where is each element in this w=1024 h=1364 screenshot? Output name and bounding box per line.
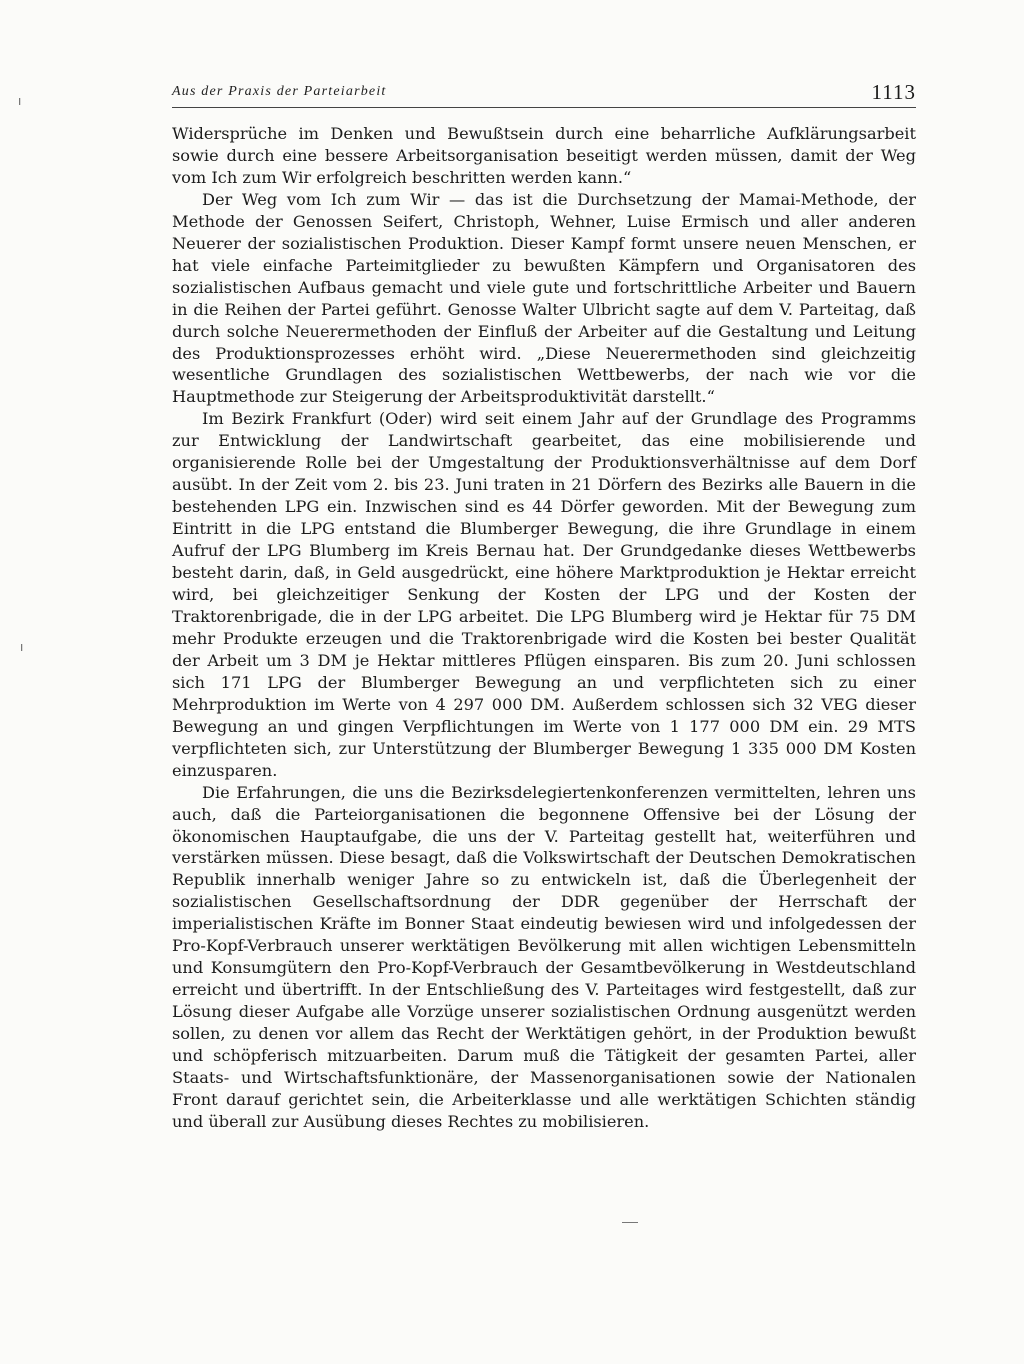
margin-mark: ı [20, 640, 24, 654]
running-header-title: Aus der Praxis der Parteiarbeit [172, 84, 387, 99]
page-number: 1113 [871, 80, 916, 104]
paragraph: Die Erfahrungen, die uns die Bezirksdelegiertenkonferenzen vermittelten, lehren uns auch, daß die Parteiorganisationen die begonnene Offensive bei der Lösung der ökonomischen Hauptaufgabe, die uns der V. Parteitag gestellt hat, weiterführen und verstärken müssen. Diese besagt, daß die Volkswirtschaft der Deutschen Demokratischen Republik innerhalb weniger Jahre so zu entwickeln ist, daß die Überlegenheit der sozialistischen Gesellschaftsordnung der DDR gegenüber der Herrschaft der imperialistischen Kräfte im Bonner Staat eindeutig bewiesen wird und infolgedessen der Pro-Kopf-Verbrauch unserer werktätigen Bevölkerung mit allen wichtigen Lebensmitteln und Konsumgütern den Pro-Kopf-Verbrauch der Gesamtbevölkerung in Westdeutschland erreicht und übertrifft. In der Entschließung des V. Parteitages wird festgestellt, daß zur Lösung dieser Aufgabe alle Vorzüge unserer sozialistischen Ordnung ausgenützt werden sollen, zu denen vor allem das Recht der Werktätigen gehört, in der Produktion bewußt und schöpferisch mitzuarbeiten. Darum muß die Tätigkeit der gesamten Partei, aller Staats- und Wirtschaftsfunktionäre, der Massenorganisationen sowie der Nationalen Front darauf gerichtet sein, die Arbeiterklasse und alle werktätigen Schichten ständig und überall zur Ausübung dieses Rechtes zu mobilisieren. [172, 782, 916, 1131]
header-rule [172, 107, 916, 108]
body-text [172, 123, 916, 1133]
running-header [172, 80, 916, 106]
paragraph: Im Bezirk Frankfurt (Oder) wird seit einem Jahr auf der Grundlage des Programms zur Entwicklung der Landwirtschaft gearbeitet, das eine mobilisierende und organisierende Rolle bei der Umgestaltung der Produktionsverhältnisse auf dem Dorf ausübt. In der Zeit vom 2. bis 23. Juni traten in 21 Dörfern des Bezirks alle Bauern in die bestehenden LPG ein. Inzwischen sind es 44 Dörfer geworden. Mit der Bewegung zum Eintritt in die LPG entstand die Blumberger Bewegung, die ihre Grundlage in einem Aufruf der LPG Blumberg im Kreis Bernau hat. Der Grundgedanke dieses Wettbewerbs besteht darin, daß, in Geld ausgedrückt, eine höhere Marktproduktion je Hektar erreicht wird, bei gleichzeitiger Senkung der Kosten der LPG und der Kosten der Traktorenbrigade, die in der LPG arbeitet. Die LPG Blumberg wird je Hektar für 75 DM mehr Produkte erzeugen und die Traktorenbrigade wird die Kosten bei bester Qualität der Arbeit um 3 DM je Hektar mittleres Pflügen einsparen. Bis zum 20. Juni schlossen sich 171 LPG der Blumberger Bewegung an und verpflichteten sich zu einer Mehrproduktion im Werte von 4 297 000 DM. Außerdem schlossen sich 32 VEG dieser Bewegung an und gingen Verpflichtungen im Werte von 1 177 000 DM ein. 29 MTS verpflichteten sich, zur Unterstützung der Blumberger Bewegung 1 335 000 DM Kosten einzusparen. [172, 409, 916, 780]
paragraph: Der Weg vom Ich zum Wir — das ist die Durchsetzung der Mamai-Methode, der Methode der Genossen Seifert, Christoph, Wehner, Luise Ermisch und aller anderen Neuerer der sozialistischen Produktion. Dieser Kampf formt unsere neuen Menschen, er hat viele einfache Parteimitglieder zu bewußten Kämpfern und Organisatoren des sozialistischen Aufbaus gemacht und viele gute und fortschrittliche Arbeiter und Bauern in die Reihen der Partei geführt. Genosse Walter Ulbricht sagte auf dem V. Parteitag, daß durch solche Neuerermethoden der Einfluß der Arbeiter auf die Gestaltung und Leitung des Produktionsprozesses erhöht wird. „Diese Neuerermethoden sind gleichzeitig wesentliche Grundlagen des sozialistischen Wettbewerbs, der nach wie vor die Hauptmethode zur Steigerung der Arbeitsproduktivität darstellt.“ [172, 189, 916, 407]
end-mark [622, 1222, 638, 1223]
paragraph: Widersprüche im Denken und Bewußtsein durch eine beharrliche Aufklärungsarbeit sowie durch eine bessere Arbeitsorganisation beseitigt werden müssen, damit der Weg vom Ich zum Wir erfolgreich beschritten werden kann.“ [172, 124, 916, 187]
margin-mark: ı [18, 94, 22, 108]
